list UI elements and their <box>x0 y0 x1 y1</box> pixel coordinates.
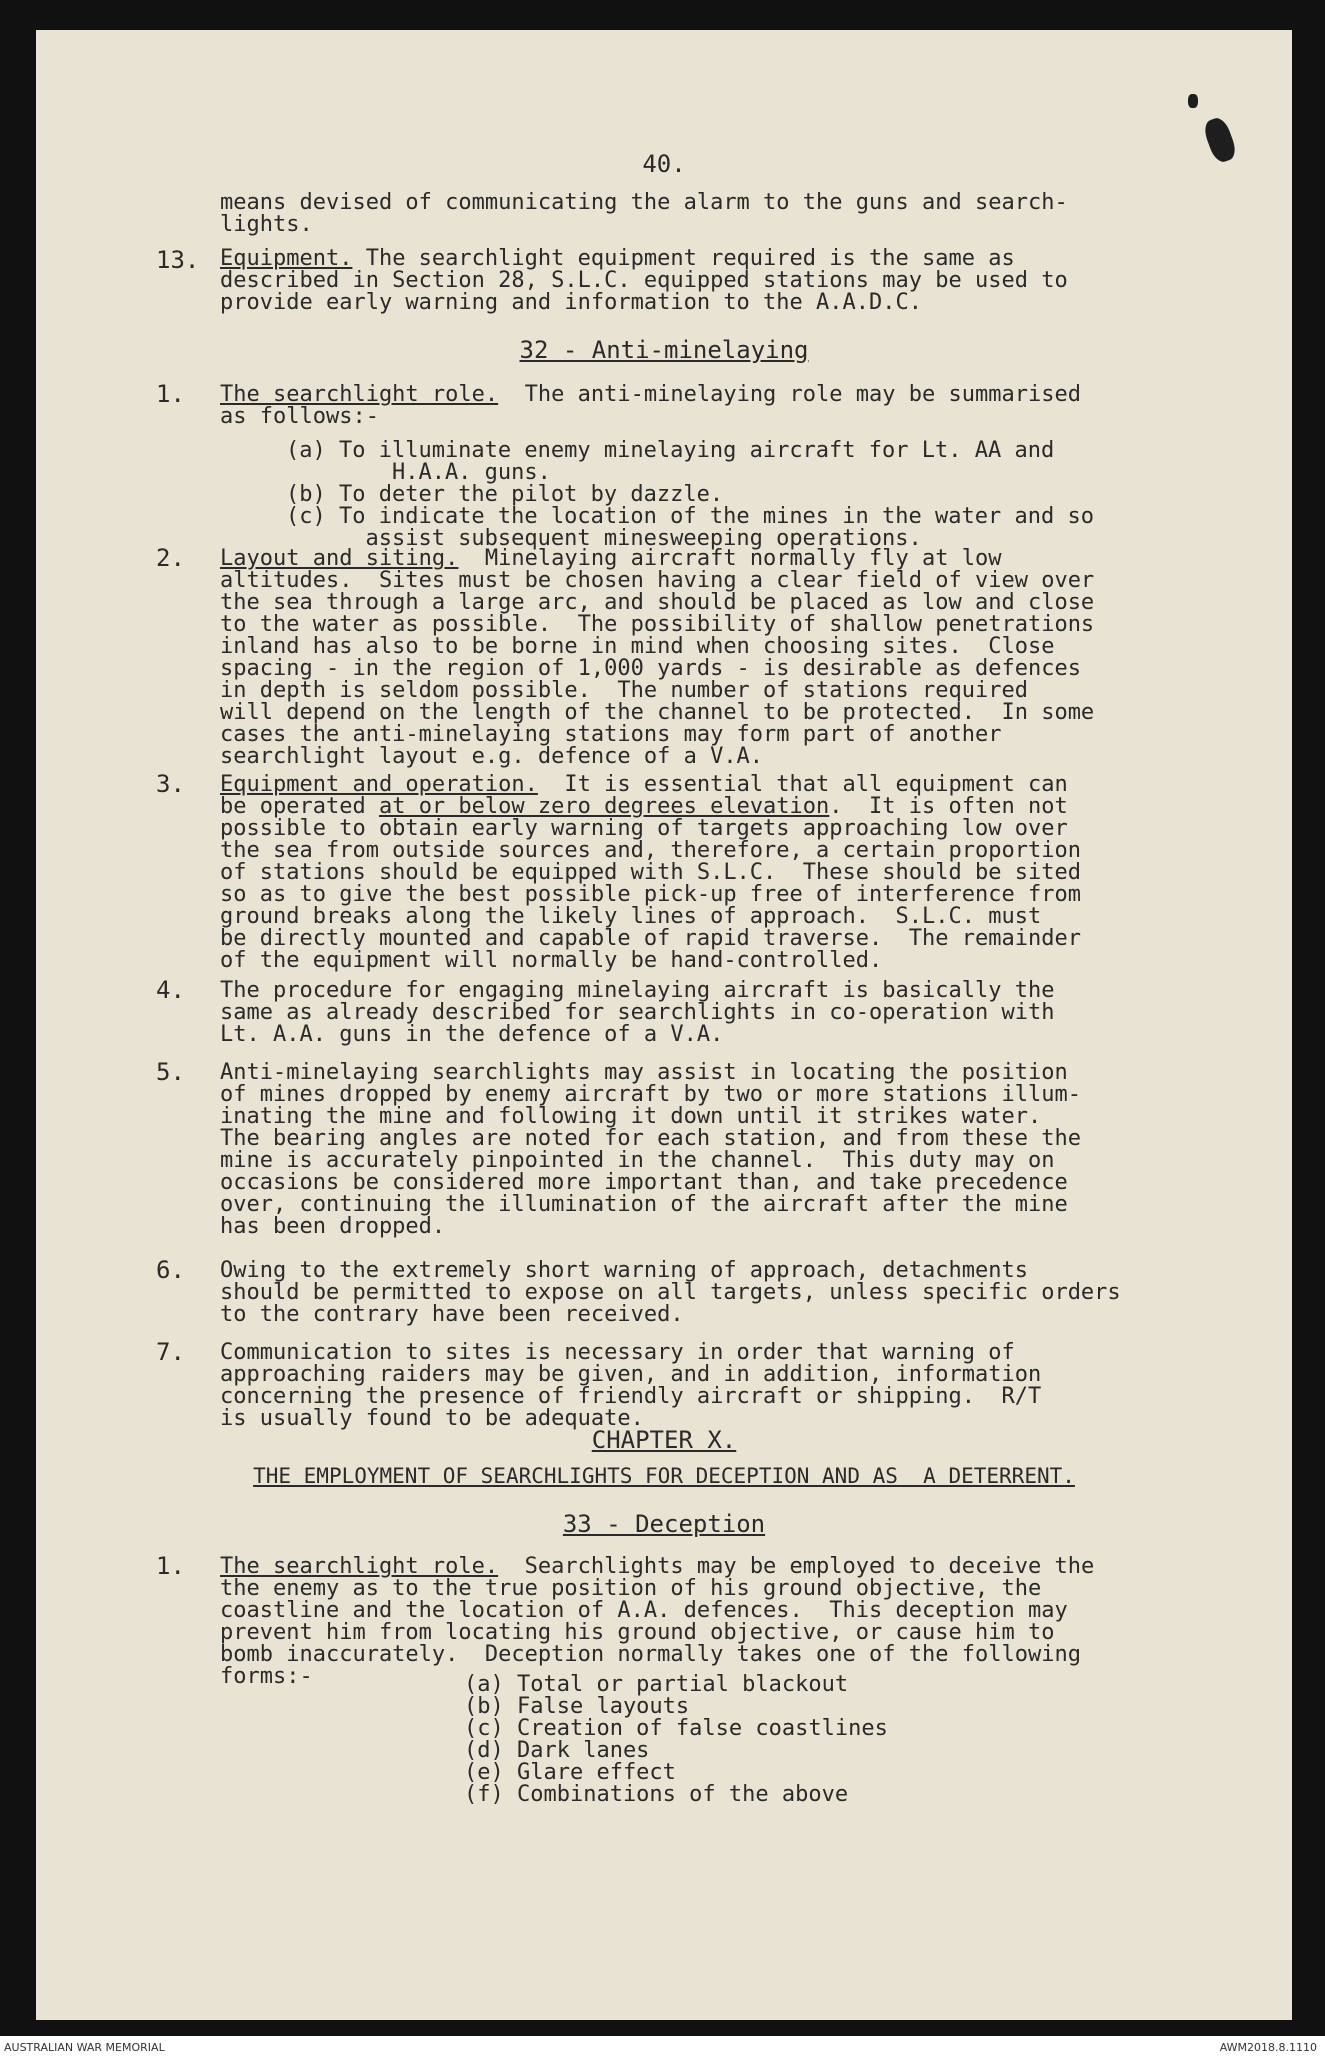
paragraph-32-2 <box>220 548 1094 768</box>
paragraph-number: 1. <box>156 380 185 408</box>
chapter-subtitle: THE EMPLOYMENT OF SEARCHLIGHTS FOR DECEPTION AND AS A DETERRENT. <box>253 1464 1075 1488</box>
paragraph-number: 3. <box>156 770 185 798</box>
paragraph-heading: The searchlight role. <box>220 382 499 407</box>
page-number: 40. <box>642 150 686 178</box>
paragraph-text: The anti-minelaying role may be summarised as follows:- <box>220 382 1081 429</box>
paragraph-32-7: Communication to sites is necessary in order that warning of approaching raiders may be given, and in addition, information concerning the presence of friendly aircraft or shipping. R/T is usually found to be adequate. <box>220 1340 1042 1431</box>
paragraph-text: Minelaying aircraft normally fly at low altitudes. Sites must be chosen having a clear field of view over the sea through a large arc, and should be placed as low and close to the water as possible. The possibility of shallow penetrations inland has also to be borne in mind when choosing sites. Close spacing - in the region of 1,000 yards - is desirable as defences in depth is seldom possible. The number of stations required will depend on the length of the channel to be protected. In some cases the anti-minelaying stations may form part of another searchlight layout e.g. defence of a V.A. <box>220 546 1095 769</box>
paragraph-text: Searchlights may be employed to deceive the the enemy as to the true position of his ground objective, the coastline and the location of A.A. defences. This deception may prevent him from locating his ground objective, or cause him to bomb inaccurately. Deception normally takes one of the following forms:- <box>220 1554 1095 1689</box>
footer-bar <box>0 2036 1325 2061</box>
footer-accession: AWM2018.8.1110 <box>1219 2041 1317 2054</box>
paragraph-number: 2. <box>156 544 185 572</box>
paragraph-32-3 <box>220 774 1081 972</box>
chapter-title: CHAPTER X. <box>591 1426 737 1454</box>
role-list: (a) To illuminate enemy minelaying aircraft for Lt. AA and H.A.A. guns. (b) To deter the pilot by dazzle. (c) To indicate the location of the mines in the water and so assist subsequent minesweeping operations. <box>286 438 1094 551</box>
paragraph-number: 6. <box>156 1256 185 1284</box>
paragraph-32-4: The procedure for engaging minelaying aircraft is basically the same as already described for searchlights in co-operation with Lt. A.A. guns in the defence of a V.A. <box>220 978 1055 1047</box>
paragraph-heading: Equipment. <box>220 246 353 271</box>
paragraph-32-6: Owing to the extremely short warning of approach, detachments should be permitted to expose on all targets, unless specific orders to the contrary have been received. <box>220 1258 1121 1327</box>
paragraph-33-1 <box>220 1556 1094 1688</box>
paragraph-heading: The searchlight role. <box>220 1554 499 1579</box>
deception-forms-list: (a) Total or partial blackout (b) False layouts (c) Creation of false coastlines (d) Dark lanes (e) Glare effect (f) Combinations of the above <box>464 1672 888 1807</box>
paragraph-heading: Layout and siting. <box>220 546 459 571</box>
underlined-phrase: at or below zero degrees elevation <box>378 794 830 819</box>
intro-lines: means devised of communicating the alarm to the guns and search- lights. <box>220 190 1068 237</box>
paragraph-text: The searchlight equipment required is the same as described in Section 28, S.L.C. equipped stations may be used to provide early warning and information to the A.A.D.C. <box>220 246 1068 315</box>
paragraph-number: 13. <box>156 246 200 274</box>
document-page <box>36 30 1292 2020</box>
paragraph-number: 4. <box>156 976 185 1004</box>
paragraph-number: 7. <box>156 1338 185 1366</box>
paragraph-number: 5. <box>156 1058 185 1086</box>
footer-source: AUSTRALIAN WAR MEMORIAL <box>4 2041 165 2054</box>
paragraph-heading: Equipment and operation. <box>220 772 538 797</box>
paragraph-32-5: Anti-minelaying searchlights may assist in locating the position of mines dropped by enemy aircraft by two or more stations illum- inating the mine and following it down until it strikes water. The bearing angles are noted for each station, and from these the mine is accurately pinpointed in the channel. This duty may on occasions be considered more important than, and take precedence over, continuing the illumination of the aircraft after the mine has been dropped. <box>220 1060 1081 1239</box>
paragraph-13 <box>220 248 1068 314</box>
paragraph-32-1 <box>220 384 1081 428</box>
ink-stain <box>1188 94 1198 108</box>
section-32-title: 32 - Anti-minelaying <box>519 336 809 364</box>
paragraph-number: 1. <box>156 1552 185 1580</box>
paragraph-text-continued: . It is often not possible to obtain early warning of targets approaching low over the sea from outside sources and, therefore, a certain proportion of stations should be equipped with S.L.C. These should be sited so as to give the best possible pick-up free of interference from ground breaks along the likely lines of approach. S.L.C. must be directly mounted and capable of rapid traverse. The remainder of the equipment will normally be hand-controlled. <box>220 794 1081 973</box>
paragraph-text: It is essential that all equipment can be operated <box>220 772 1068 819</box>
section-33-title: 33 - Deception <box>562 1510 766 1538</box>
